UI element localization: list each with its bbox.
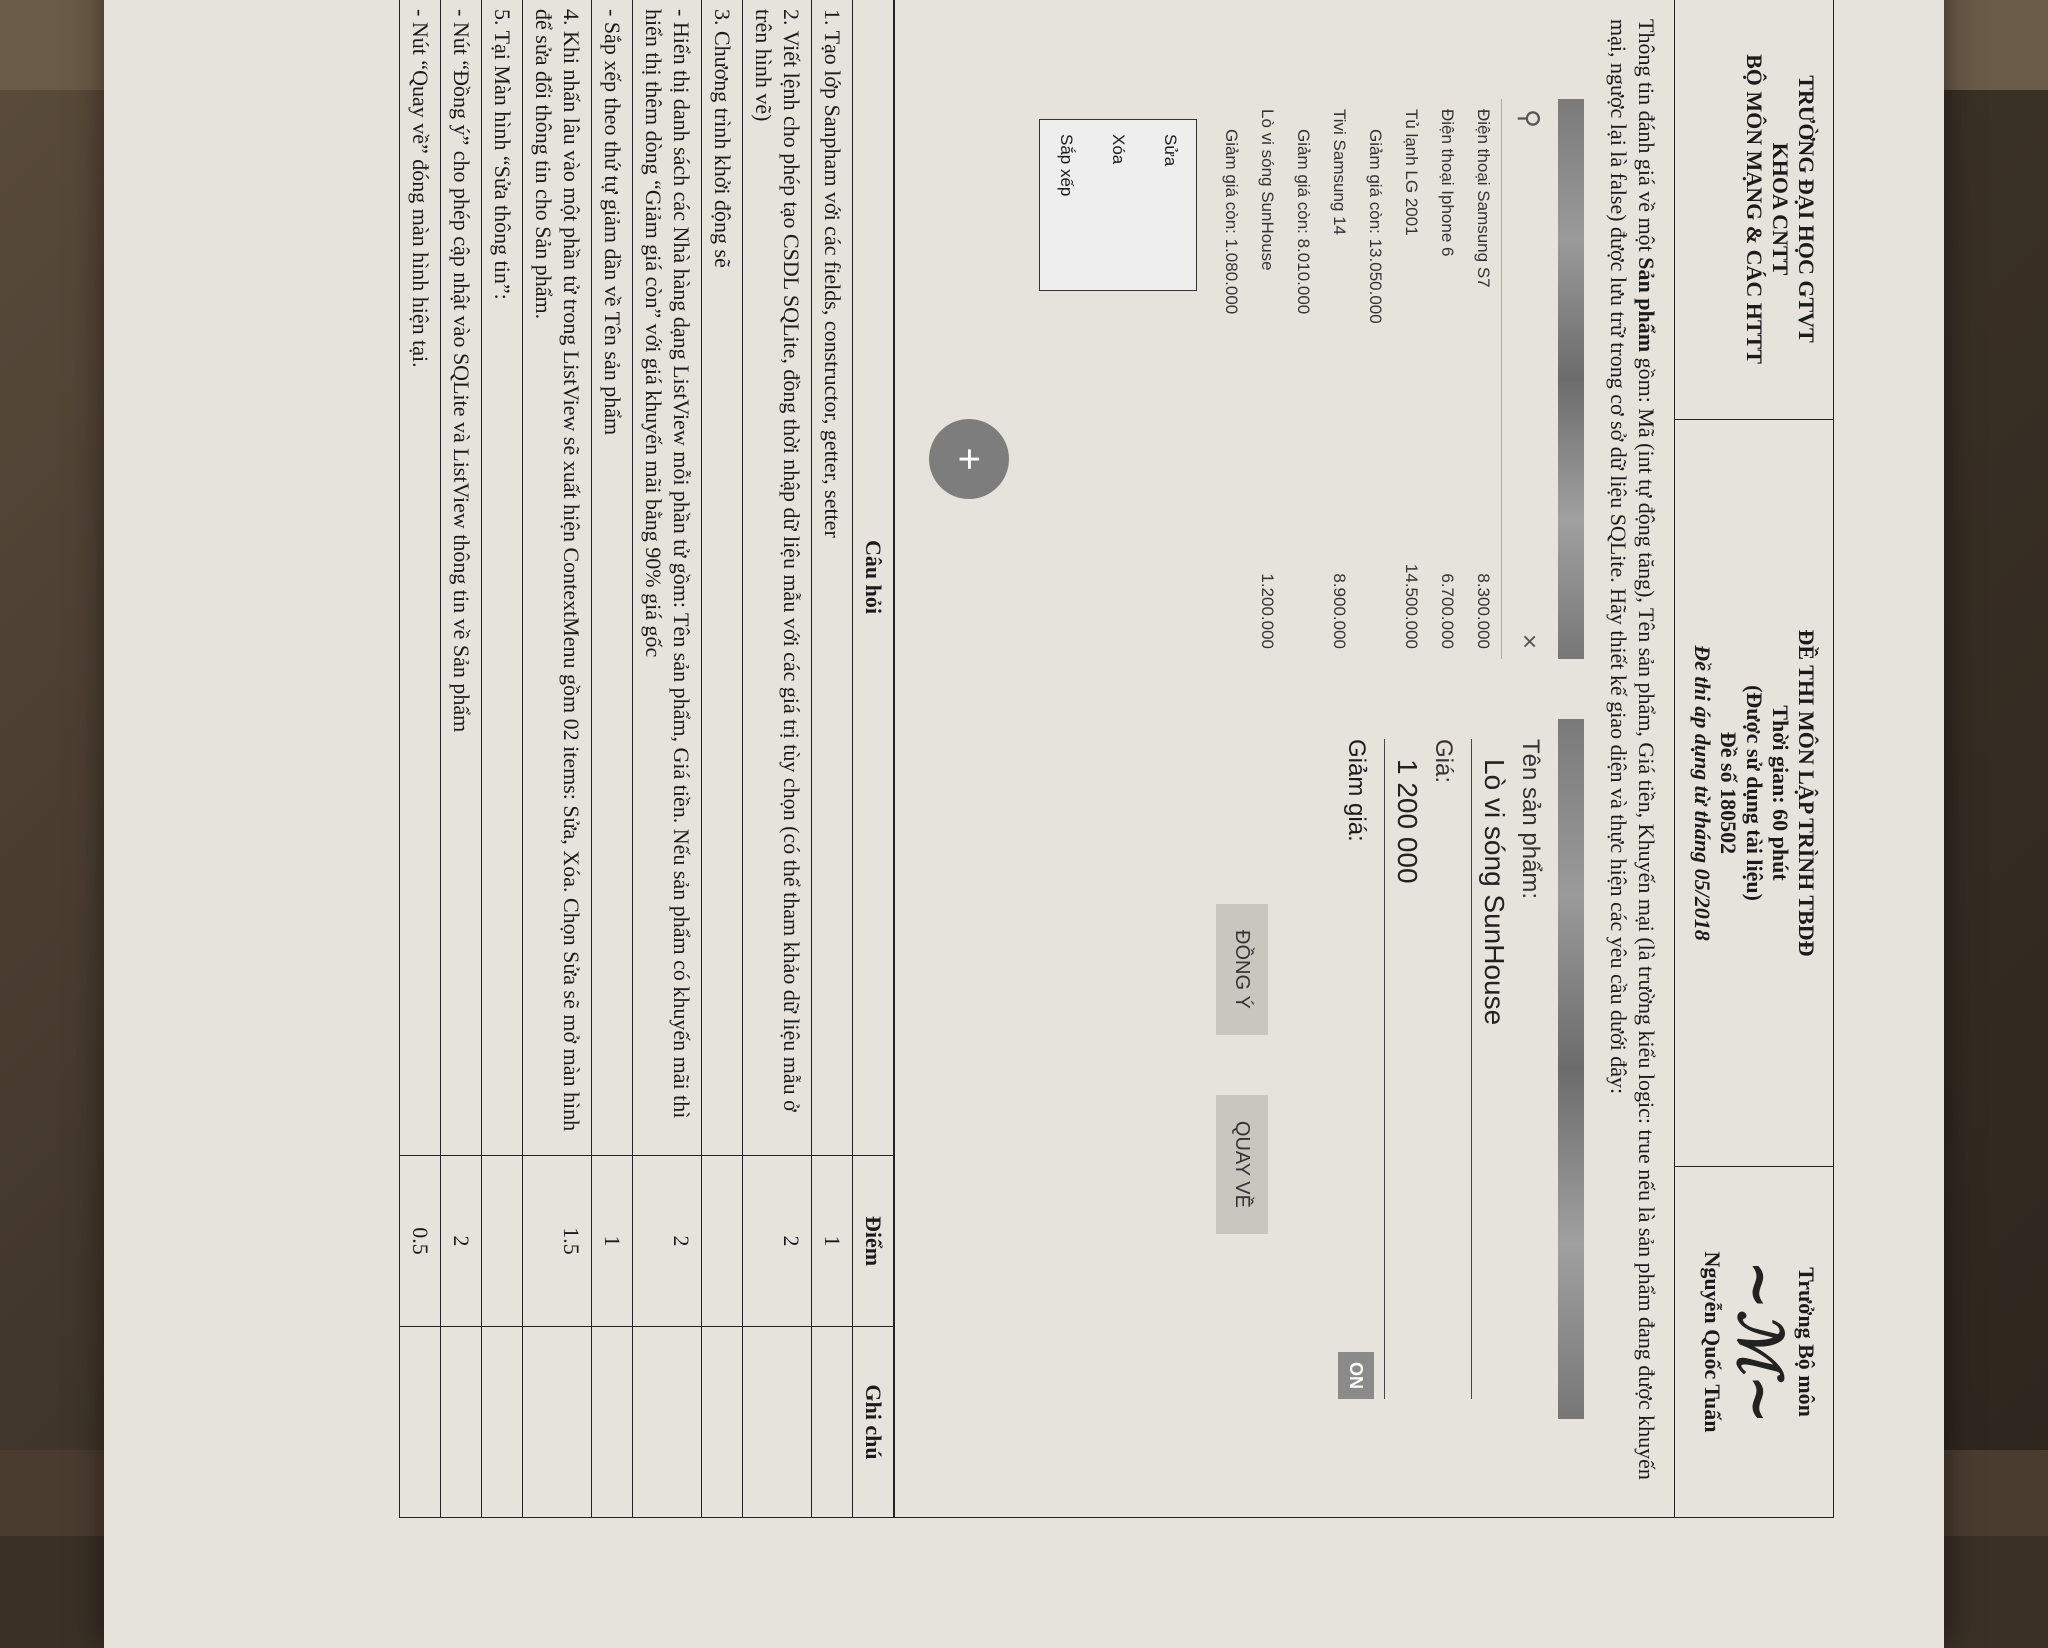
table-row: [400, 0, 441, 1518]
question-score: 1: [812, 1156, 853, 1327]
question-text: - Nút “Quay về” đóng màn hình hiện tại.: [400, 0, 441, 1156]
question-text: - Nút “Đồng ý” cho phép cập nhật vào SQLite và ListView thông tin về Sản phẩm: [441, 0, 482, 1156]
menu-item-xoa: Xóa: [1109, 134, 1128, 165]
question-text: - Sắp xếp theo thứ tự giảm dần về Tên sản phẩm: [592, 0, 633, 1156]
list-item-sub: [1285, 99, 1321, 659]
item-discount: Giảm giá còn: 8.010.000: [1294, 129, 1313, 315]
question-text: 3. Chương trình khởi động sẽ: [702, 0, 743, 1156]
question-score: 2: [441, 1156, 482, 1327]
note-header: Ghi chú: [853, 1327, 894, 1518]
table-row: [592, 0, 633, 1518]
school-cell: [1675, 0, 1834, 420]
list-item: [1321, 99, 1357, 659]
question-note: [523, 1327, 592, 1518]
item-name: Điện thoại Samsung S7: [1474, 109, 1493, 288]
list-item-sub: [1357, 99, 1393, 659]
fab-icon: +: [929, 419, 1009, 499]
question-note: [743, 1327, 812, 1518]
discount-row: [1328, 719, 1384, 1419]
question-note: [633, 1327, 702, 1518]
question-text: 2. Viết lệnh cho phép tạo CSDL SQLite, đồng thời nhập dữ liệu mẫu với các giá trị tùy chọn (có thể tham khảo dữ liệu mẫu ở trên hình vẽ): [743, 0, 812, 1156]
question-text: 1. Tạo lớp Sanpham với các fields, constructor, getter, setter: [812, 0, 853, 1156]
ok-button: ĐỒNG Ý: [1216, 904, 1268, 1035]
back-button: QUAY VỀ: [1216, 1095, 1268, 1234]
price-label: Giá:: [1430, 739, 1457, 784]
question-header: Câu hỏi: [853, 0, 894, 1156]
item-name: Tủ lạnh LG 2001: [1402, 109, 1421, 236]
school-name: TRƯỜNG ĐẠI HỌC GTVT: [1794, 75, 1819, 343]
table-row: [523, 0, 592, 1518]
table-row: [482, 0, 523, 1518]
head-title: Trưởng Bộ môn: [1794, 1267, 1819, 1417]
question-note: [441, 1327, 482, 1518]
name-field: Lò vi sóng SunHouse: [1471, 739, 1512, 1399]
table-row: [633, 0, 702, 1518]
exam-number: Đề số 180502: [1716, 731, 1741, 855]
exam-applied: Đề thi áp dụng từ tháng 05/2018: [1690, 645, 1715, 941]
list-screen-mockup: [929, 99, 1584, 659]
button-row: [1216, 719, 1268, 1419]
edit-screen-mockup: [929, 719, 1584, 1419]
list-item: [1249, 99, 1285, 659]
question-score: 2: [743, 1156, 812, 1327]
list-item-sub: [1213, 99, 1249, 659]
list-item: [1465, 99, 1501, 659]
intro-bold: Sản phẩm: [1634, 257, 1659, 353]
menu-item-sua: Sửa: [1161, 134, 1180, 167]
context-menu: [1039, 119, 1197, 291]
menu-item-sapxep: Sắp xếp: [1057, 134, 1076, 197]
question-score: [482, 1156, 523, 1327]
item-price: 1.200.000: [1258, 573, 1277, 649]
exam-info-cell: [1675, 420, 1834, 1167]
search-bar: [1501, 99, 1558, 659]
questions-table: [399, 0, 894, 1518]
question-note: [702, 1327, 743, 1518]
intro-part2: gồm: Mã (int tự động tăng), Tên sản phẩm, Giá tiền, Khuyến mại (là trường kiểu logic: true nếu là sản phẩm đang được khuyến mại, ngược lại là false) được lưu trữ trong cơ sở dữ liệu SQLite. Hãy thiết kế giao diện và thực hiện các yêu cầu dưới đây:: [1606, 19, 1659, 1480]
question-text: 5. Tại Màn hình “Sửa thông tin”:: [482, 0, 523, 1156]
exam-materials: (Được sử dụng tài liệu): [1742, 685, 1767, 901]
question-score: 1: [592, 1156, 633, 1327]
price-field: 1 200 000: [1384, 739, 1425, 1399]
clear-icon: ×: [1515, 633, 1545, 649]
exam-sheet: [399, 0, 1834, 1518]
product-list: [1213, 99, 1501, 659]
score-header: Điểm: [853, 1156, 894, 1327]
header-table: [1674, 0, 1834, 1518]
faculty-name: KHOA CNTT: [1768, 142, 1793, 276]
discount-label: Giảm giá:: [1343, 739, 1370, 842]
item-price: 8.900.000: [1330, 573, 1349, 649]
app-bar: [1558, 99, 1584, 659]
item-name: Tivi Samsung 14: [1330, 109, 1349, 235]
item-price: 6.700.000: [1438, 573, 1457, 649]
intro-text: [1604, 19, 1660, 1497]
table-row: [441, 0, 482, 1518]
exam-paper: [104, 0, 1944, 1648]
ui-mockup: [909, 19, 1604, 1497]
table-row: [702, 0, 743, 1518]
department-name: BỘ MÔN MẠNG & CÁC HTTT: [1742, 54, 1767, 364]
table-row: [812, 0, 853, 1518]
question-score: 1.5: [523, 1156, 592, 1327]
item-name: Lò vi sóng SunHouse: [1258, 109, 1277, 271]
question-note: [400, 1327, 441, 1518]
question-note: [592, 1327, 633, 1518]
question-note: [482, 1327, 523, 1518]
head-name: Nguyễn Quốc Tuấn: [1700, 1251, 1725, 1433]
question-score: [702, 1156, 743, 1327]
item-price: 8.300.000: [1474, 573, 1493, 649]
intro-part1: Thông tin đánh giá về một: [1634, 19, 1659, 258]
exam-time: Thời gian: 60 phút: [1768, 705, 1793, 881]
signature-image: ~ℳ~: [1724, 1259, 1794, 1425]
search-icon: ⚲: [1515, 109, 1545, 129]
exam-title: ĐỀ THI MÔN LẬP TRÌNH TBDĐ: [1794, 629, 1819, 957]
question-text: 4. Khi nhấn lâu vào một phần tử trong ListView sẽ xuất hiện ContextMenu gồm 02 items: Sửa, Xóa. Chọn Sửa sẽ mở màn hình để sửa đổi thông tin cho Sản phẩm.: [523, 0, 592, 1156]
item-discount: Giảm giá còn: 13.050.000: [1366, 129, 1385, 324]
table-row: [743, 0, 812, 1518]
question-score: 0.5: [400, 1156, 441, 1327]
list-item: [1393, 99, 1429, 659]
name-label: Tên sản phẩm:: [1517, 739, 1544, 900]
question-note: [812, 1327, 853, 1518]
item-price: 14.500.000: [1402, 563, 1421, 649]
item-name: Điện thoại Iphone 6: [1438, 109, 1457, 257]
item-discount: Giảm giá còn: 1.080.000: [1222, 129, 1241, 315]
question-text: - Hiển thị danh sách các Nhà hàng dạng ListView mỗi phần tử gồm: Tên sản phẩm, Giá tiền. Nếu sản phẩm có khuyến mãi thì hiển thị thêm dòng “Giảm giá còn” với giá khuyến mãi bằng 90% giá gốc: [633, 0, 702, 1156]
list-item: [1429, 99, 1465, 659]
question-score: 2: [633, 1156, 702, 1327]
intro-section: [894, 0, 1674, 1518]
head-cell: [1675, 1167, 1834, 1518]
app-bar: [1558, 719, 1584, 1419]
discount-toggle: ON: [1338, 1352, 1374, 1399]
